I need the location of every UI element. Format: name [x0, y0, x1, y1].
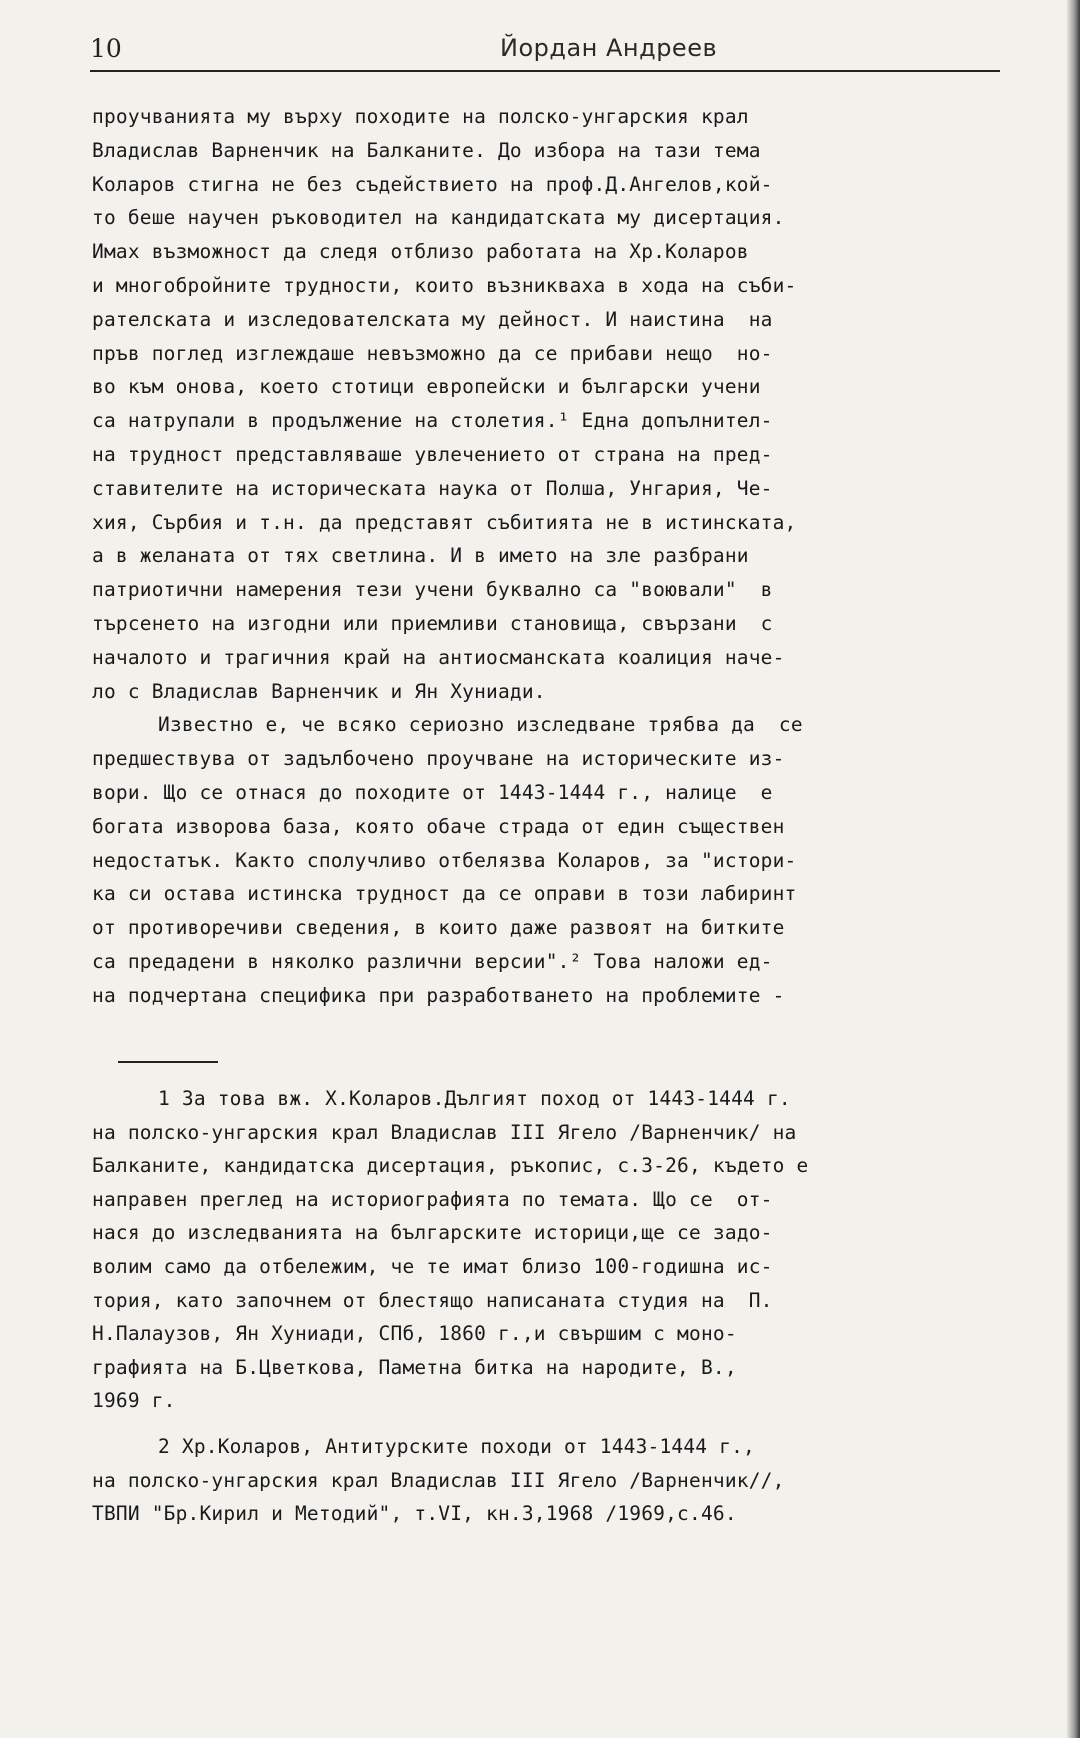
footnote-line: тория, като започнем от блестящо написаната студия на П.	[92, 1288, 773, 1312]
footnote	[92, 1430, 1027, 1531]
body-line: ка си остава истинска трудност да се оправи в този лабиринт	[92, 882, 797, 906]
body-line: рателската и изследователската му дейност. И наистина на	[92, 307, 773, 331]
body-line: предшествува от задълбочено проучване на историческите из-	[92, 747, 785, 771]
page-header	[90, 30, 1000, 72]
footnote-line: ТВПИ "Бр.Кирил и Методий", т.VI, кн.3,1968 /1969,с.46.	[92, 1502, 737, 1526]
body-line: проучванията му върху походите на полско-унгарския крал	[92, 105, 749, 128]
footnote-line: нася до изследванията на българските историци,ще се задо-	[92, 1221, 773, 1245]
body-line: и многобройните трудности, които възникваха в хода на съби-	[92, 273, 797, 297]
footnote-line: 2 Хр.Коларов, Антитурските походи от 1443-1444 г.,	[158, 1434, 755, 1458]
body-line: Имах възможност да следя отблизо работата на Хр.Коларов	[92, 240, 749, 264]
footnote	[92, 1082, 1027, 1418]
footnote-gap	[92, 1418, 1027, 1430]
body-line: Коларов стигна не без съдействието на проф.Д.Ангелов,кой-	[92, 172, 773, 196]
body-line: са натрупали в продължение на столетия.¹ Една допълнител-	[92, 409, 773, 433]
footnote-line: Н.Палаузов, Ян Хуниади, СПб, 1860 г.,и свършим с моно-	[92, 1322, 737, 1346]
footnote-line: графията на Б.Цветкова, Паметна битка на народите, В.,	[92, 1355, 737, 1379]
body-line: ставителите на историческата наука от Полша, Унгария, Че-	[92, 476, 773, 500]
footnotes	[92, 1082, 1027, 1531]
footnote-separator	[118, 1061, 218, 1063]
body-line: Владислав Варненчик на Балканите. До избора на тази тема	[92, 138, 761, 162]
body-text	[92, 100, 1027, 1013]
body-line: Известно е, че всяко сериозно изследване трябва да се	[158, 713, 803, 737]
body-line: пръв поглед изглеждаше невъзможно да се прибави нещо но-	[92, 341, 773, 365]
body-line: богата изворова база, която обаче страда от един съществен	[92, 814, 785, 838]
body-line: ло с Владислав Варненчик и Ян Хуниади.	[92, 679, 546, 703]
footnote-line: волим само да отбележим, че те имат близо 100-годишна ис-	[92, 1254, 773, 1278]
body-line: търсенето на изгодни или приемливи становища, свързани с	[92, 611, 773, 635]
footnote-line: Балканите, кандидатска дисертация, ръкопис, с.3-26, където е	[92, 1154, 809, 1178]
footnote-line: 1 За това вж. Х.Коларов.Дългият поход от 1443-1444 г.	[158, 1087, 791, 1110]
footnote-line: на полско-унгарския крал Владислав III Ягело /Варненчик//,	[92, 1468, 785, 1492]
running-head: Йордан Андреев	[500, 34, 718, 62]
body-line: хия, Сърбия и т.н. да представят събитията не в истинската,	[92, 510, 797, 534]
body-line: от противоречиви сведения, в които даже развоят на битките	[92, 916, 785, 940]
footnote-line: 1969 г.	[92, 1389, 176, 1413]
body-line: вори. Що се отнася до походите от 1443-1444 г., налице е	[92, 780, 773, 804]
body-line: патриотични намерения тези учени буквално са "воювали" в	[92, 578, 773, 602]
body-line: началото и трагичния край на антиосманската коалиция наче-	[92, 645, 785, 669]
body-line: на трудност представляваше увлечението от страна на пред-	[92, 442, 773, 466]
body-line: во към онова, което стотици европейски и български учени	[92, 375, 761, 399]
footnote-line: направен преглед на историографията по темата. Що се от-	[92, 1187, 773, 1211]
page-number: 10	[90, 34, 122, 63]
body-line: а в желаната от тях светлина. И в името на зле разбрани	[92, 544, 749, 568]
body-line: недостатък. Както сполучливо отбелязва Коларов, за "истори-	[92, 848, 797, 872]
body-line: то беше научен ръководител на кандидатската му дисертация.	[92, 206, 785, 230]
footnote-line: на полско-унгарския крал Владислав III Ягело /Варненчик/ на	[92, 1120, 797, 1144]
body-line: са предадени в няколко различни версии".² Това наложи ед-	[92, 949, 773, 973]
page-edge-shadow	[1066, 0, 1080, 1738]
body-line: на подчертана специфика при разработването на проблемите -	[92, 983, 785, 1007]
